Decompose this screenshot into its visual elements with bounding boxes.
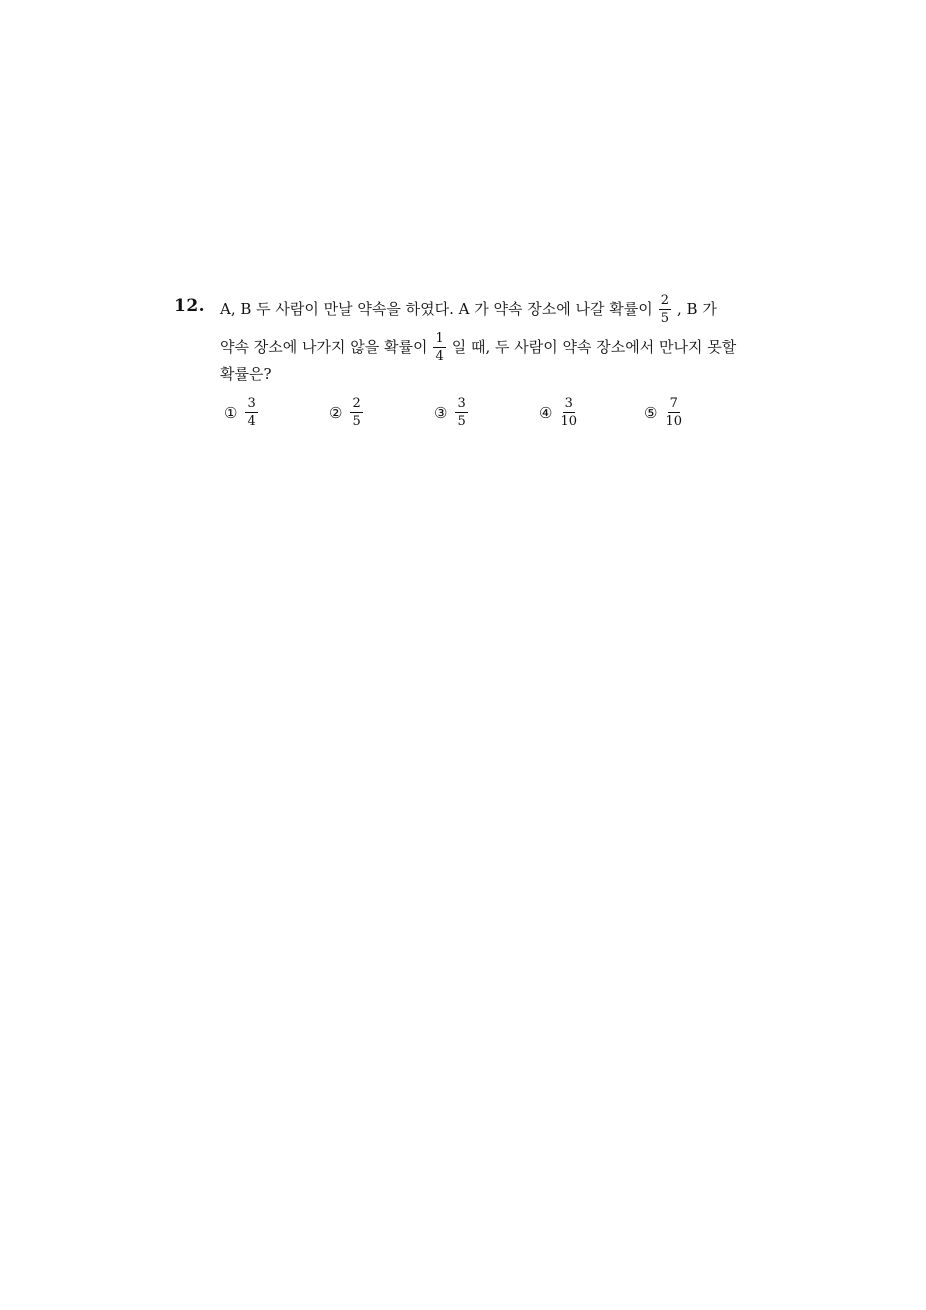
fraction-denominator: 4 [435, 348, 444, 364]
question-text [220, 290, 750, 384]
question-number: 12. [174, 296, 206, 316]
question-line-2-text: 약속 장소에 나가지 않을 확률이 [220, 338, 428, 356]
fraction-numerator: 3 [457, 396, 466, 411]
choice-4[interactable] [539, 396, 579, 429]
choice-marker: ① [224, 403, 238, 422]
fraction-numerator: 2 [660, 292, 669, 308]
choice-fraction [350, 396, 362, 429]
choice-fraction [245, 396, 257, 429]
choice-1[interactable] [224, 396, 260, 429]
choice-3[interactable] [434, 396, 470, 429]
fraction-denominator: 5 [457, 414, 466, 429]
choice-5[interactable] [644, 396, 684, 429]
fraction-denominator: 5 [352, 414, 361, 429]
question-line-1-text: A, B 두 사람이 만날 약속을 하였다. A 가 약속 장소에 나갈 확률이 [220, 300, 653, 318]
fraction-denominator: 10 [665, 414, 682, 429]
fraction-a-probability [659, 293, 671, 326]
question-line-2-tail: 일 때, 두 사람이 약속 장소에서 만나지 못할 [451, 338, 737, 356]
choice-marker: ④ [539, 403, 553, 422]
question-line-1-tail: , B 가 [677, 300, 717, 318]
choice-fraction [455, 396, 467, 429]
answer-choices [224, 396, 744, 436]
choice-marker: ⑤ [644, 403, 658, 422]
fraction-numerator: 1 [435, 330, 444, 346]
choice-marker: ② [329, 403, 343, 422]
fraction-denominator: 4 [247, 414, 256, 429]
fraction-numerator: 2 [352, 396, 361, 411]
choice-marker: ③ [434, 403, 448, 422]
fraction-denominator: 5 [660, 310, 669, 326]
fraction-numerator: 7 [669, 396, 678, 411]
choice-fraction [560, 396, 577, 429]
choice-2[interactable] [329, 396, 365, 429]
question-line-3 [220, 364, 750, 384]
question-line-1 [220, 290, 750, 328]
question-line-2 [220, 328, 750, 366]
fraction-denominator: 10 [560, 414, 577, 429]
choice-fraction [665, 396, 682, 429]
fraction-numerator: 3 [247, 396, 256, 411]
fraction-numerator: 3 [564, 396, 573, 411]
fraction-b-probability [433, 331, 445, 364]
question-line-3-text: 확률은? [220, 365, 272, 383]
